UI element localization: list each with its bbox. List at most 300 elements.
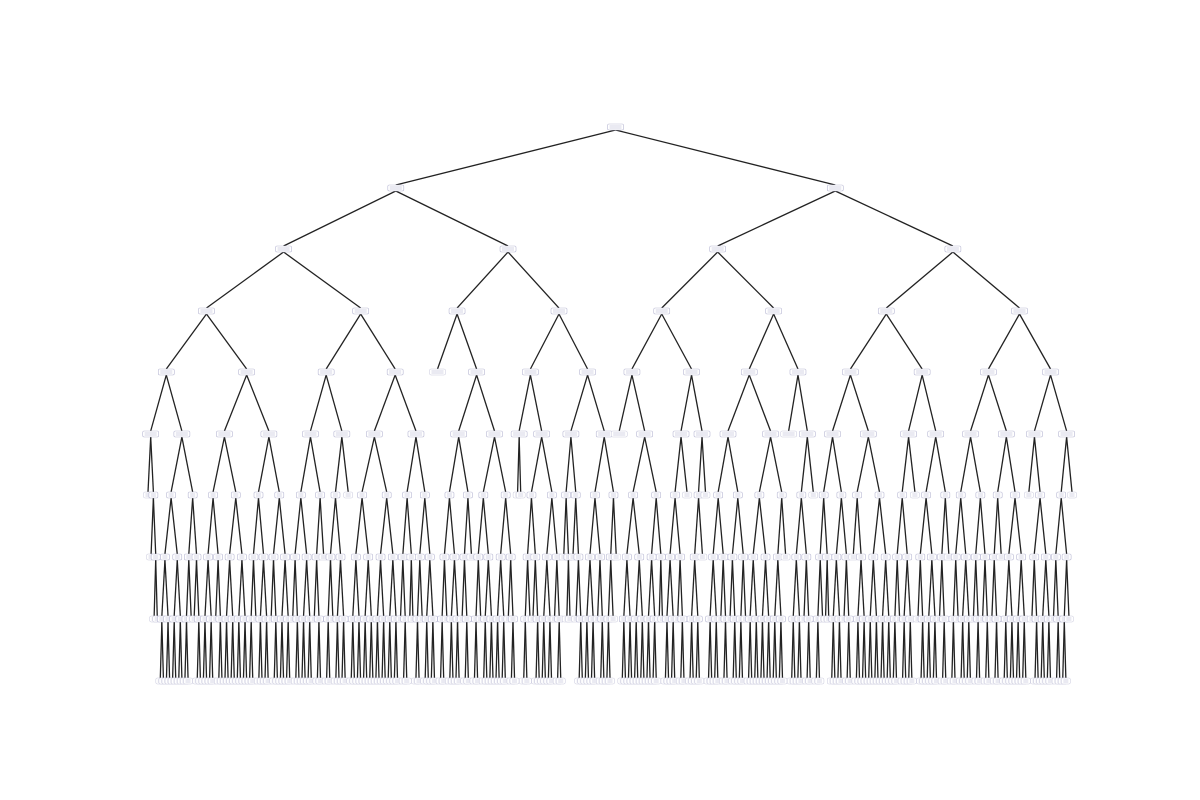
tree-split-node xyxy=(927,554,936,560)
tree-edge xyxy=(501,560,504,616)
tree-split-node xyxy=(398,554,407,560)
tree-edge xyxy=(390,560,393,616)
tree-split-node xyxy=(261,431,277,437)
tree-edge xyxy=(1056,498,1061,554)
tree-edge xyxy=(1043,622,1045,678)
tree-split-node xyxy=(420,492,429,498)
tree-edge xyxy=(374,437,386,492)
tree-edge xyxy=(850,375,868,431)
tree-edge xyxy=(804,560,806,616)
tree-split-node xyxy=(823,554,832,560)
tree-edge xyxy=(728,375,749,431)
tree-edge xyxy=(571,375,588,431)
tree-leaf-node xyxy=(402,678,411,684)
tree-edge xyxy=(344,622,346,678)
tree-edge xyxy=(361,314,396,369)
tree-edge xyxy=(341,560,344,616)
tree-split-node xyxy=(857,554,866,560)
tree-edge xyxy=(627,560,630,616)
tree-leaf-node xyxy=(556,678,565,684)
tree-split-node xyxy=(353,308,369,314)
tree-edge xyxy=(778,560,781,616)
tree-edge xyxy=(353,622,355,678)
tree-edge xyxy=(670,498,675,554)
tree-edge xyxy=(156,560,158,616)
tree-edge xyxy=(544,560,547,616)
tree-edge xyxy=(857,437,868,492)
tree-edge xyxy=(907,560,910,616)
tree-edges xyxy=(148,130,1072,678)
tree-edge xyxy=(681,437,687,492)
tree-split-node xyxy=(647,554,656,560)
tree-edge xyxy=(317,560,319,616)
tree-split-node xyxy=(637,431,653,437)
tree-edge xyxy=(730,560,732,616)
tree-split-node xyxy=(571,492,580,498)
tree-split-node xyxy=(450,554,459,560)
tree-edge xyxy=(547,560,550,616)
tree-split-node xyxy=(694,431,710,437)
tree-edge xyxy=(368,560,371,616)
tree-split-node xyxy=(992,616,1001,622)
tree-edge xyxy=(935,622,937,678)
tree-edge xyxy=(208,560,211,616)
tree-edge xyxy=(824,437,833,492)
tree-split-node xyxy=(998,431,1014,437)
tree-edge xyxy=(174,560,177,616)
tree-leaf-node xyxy=(510,678,519,684)
tree-split-node xyxy=(596,431,612,437)
tree-edge xyxy=(880,498,886,554)
tree-edge xyxy=(652,498,657,554)
tree-edge xyxy=(295,498,301,554)
tree-leaf-node xyxy=(778,678,787,684)
tree-split-node xyxy=(869,554,878,560)
tree-edge xyxy=(616,130,836,185)
tree-edge xyxy=(985,560,987,616)
tree-edge xyxy=(564,498,566,554)
tree-edge xyxy=(279,498,285,554)
tree-split-node xyxy=(728,554,737,560)
tree-edge xyxy=(680,560,682,616)
tree-edge xyxy=(552,498,557,554)
tree-edge xyxy=(1064,560,1066,616)
tree-edge xyxy=(590,560,593,616)
tree-edge xyxy=(920,560,922,616)
tree-edge xyxy=(818,622,820,678)
tree-edge xyxy=(213,437,224,492)
tree-edge xyxy=(1015,498,1021,554)
tree-edge xyxy=(1061,498,1066,554)
tree-edge xyxy=(498,622,500,678)
tree-edge xyxy=(702,437,705,492)
tree-edge xyxy=(182,437,193,492)
tree-edge xyxy=(193,498,197,554)
tree-edge xyxy=(467,622,469,678)
tree-split-node xyxy=(714,492,723,498)
tree-edge xyxy=(459,375,477,431)
tree-edge xyxy=(464,560,466,616)
tree-edge xyxy=(395,375,416,431)
tree-edge xyxy=(639,560,642,616)
tree-edge xyxy=(868,437,879,492)
tree-split-node xyxy=(673,431,689,437)
tree-edge xyxy=(774,314,798,369)
tree-edge xyxy=(427,622,429,678)
tree-split-node xyxy=(364,554,373,560)
tree-edge xyxy=(251,560,253,616)
tree-edge xyxy=(904,560,907,616)
tree-edge xyxy=(405,622,407,678)
tree-edge xyxy=(645,437,657,492)
tree-split-node xyxy=(534,431,550,437)
tree-edge xyxy=(778,498,782,554)
tree-edge xyxy=(759,498,765,554)
tree-edge xyxy=(710,560,713,616)
tree-split-node xyxy=(198,308,214,314)
tree-edge xyxy=(886,252,953,308)
tree-edge xyxy=(304,560,307,616)
tree-split-node xyxy=(1057,492,1066,498)
tree-edge xyxy=(260,622,262,678)
tree-edge xyxy=(1019,314,1050,369)
tree-edge xyxy=(953,560,955,616)
tree-edge xyxy=(285,560,288,616)
tree-edge xyxy=(997,622,999,678)
tree-edge xyxy=(695,560,698,616)
tree-edge xyxy=(165,498,171,554)
tree-edge xyxy=(604,437,613,492)
tree-split-node xyxy=(425,554,434,560)
tree-edge xyxy=(1067,437,1072,492)
tree-split-node xyxy=(875,492,884,498)
tree-edge xyxy=(260,560,263,616)
tree-edge xyxy=(216,560,218,616)
tree-edge xyxy=(206,252,283,308)
tree-edge xyxy=(762,560,765,616)
tree-edge xyxy=(310,375,326,431)
tree-edge xyxy=(836,560,839,616)
tree-edge xyxy=(295,560,297,616)
tree-edge xyxy=(166,375,182,431)
tree-split-node xyxy=(580,369,596,375)
tree-edge xyxy=(384,622,386,678)
tree-edge xyxy=(457,252,508,308)
tree-split-node xyxy=(469,369,485,375)
tree-edge xyxy=(998,498,1001,554)
tree-split-node xyxy=(963,431,979,437)
tree-edge xyxy=(444,498,449,554)
tree-split-node xyxy=(209,492,218,498)
tree-edge xyxy=(897,498,902,554)
tree-split-node xyxy=(276,246,292,252)
tree-edge xyxy=(961,498,966,554)
tree-edge xyxy=(576,498,579,554)
tree-edge xyxy=(282,622,284,678)
tree-split-node xyxy=(1036,492,1045,498)
tree-edge xyxy=(530,375,541,431)
tree-split-node xyxy=(671,492,680,498)
tree-edge xyxy=(1064,622,1066,678)
tree-leaf-node xyxy=(815,678,824,684)
tree-edge xyxy=(870,560,873,616)
tree-split-node xyxy=(339,616,348,622)
tree-edge xyxy=(165,560,168,616)
tree-edge xyxy=(301,498,307,554)
tree-split-node xyxy=(624,369,640,375)
tree-edge xyxy=(718,191,836,246)
tree-leaf-node xyxy=(609,616,618,622)
tree-edge xyxy=(224,437,235,492)
tree-edge xyxy=(732,498,737,554)
tree-split-node xyxy=(451,431,467,437)
tree-edge xyxy=(678,560,680,616)
tree-edge xyxy=(547,498,552,554)
tree-edge xyxy=(478,498,483,554)
tree-edge xyxy=(983,560,985,616)
tree-edge xyxy=(310,622,312,678)
tree-edge xyxy=(836,498,841,554)
tree-edge xyxy=(239,560,242,616)
tree-edge xyxy=(1046,560,1049,616)
tree-edge xyxy=(211,622,213,678)
tree-edge xyxy=(624,622,626,678)
tree-edge xyxy=(853,498,857,554)
tree-leaf-node xyxy=(695,678,704,684)
tree-split-node xyxy=(629,492,638,498)
tree-edge xyxy=(611,498,614,554)
tree-split-node xyxy=(239,369,255,375)
tree-edge xyxy=(769,622,771,678)
tree-edge xyxy=(833,622,835,678)
tree-split-node xyxy=(951,554,960,560)
tree-edge xyxy=(662,314,692,369)
tree-split-node xyxy=(496,554,505,560)
tree-edge xyxy=(371,622,373,678)
tree-split-node xyxy=(407,554,416,560)
tree-edge xyxy=(513,622,515,678)
tree-edge xyxy=(904,622,906,678)
tree-split-node xyxy=(654,308,670,314)
tree-edge xyxy=(809,622,811,678)
tree-edge xyxy=(206,314,246,369)
tree-edge xyxy=(608,560,610,616)
tree-split-node xyxy=(388,185,404,191)
tree-edge xyxy=(177,560,180,616)
tree-edge xyxy=(655,622,657,678)
tree-edge xyxy=(451,560,454,616)
tree-edge xyxy=(741,622,743,678)
tree-edge xyxy=(833,375,851,431)
tree-edge xyxy=(820,498,823,554)
tree-edge xyxy=(1018,560,1021,616)
tree-edge xyxy=(189,560,191,616)
tree-edge xyxy=(227,622,229,678)
tree-edge xyxy=(1029,437,1035,492)
tree-edge xyxy=(555,560,557,616)
tree-split-node xyxy=(508,616,517,622)
tree-split-node xyxy=(755,492,764,498)
tree-edge xyxy=(449,437,458,492)
tree-edge xyxy=(759,437,770,492)
tree-edge xyxy=(506,498,511,554)
tree-split-node xyxy=(622,554,631,560)
tree-edge xyxy=(835,191,953,246)
tree-edge xyxy=(468,498,471,554)
tree-split-node xyxy=(956,492,965,498)
tree-edge xyxy=(519,437,521,492)
tree-edge xyxy=(796,560,799,616)
tree-split-node xyxy=(837,492,846,498)
tree-edge xyxy=(756,622,758,678)
tree-edge xyxy=(858,560,861,616)
tree-edge xyxy=(578,560,580,616)
tree-edge xyxy=(403,498,407,554)
tree-edge xyxy=(282,560,285,616)
tree-edge xyxy=(895,622,897,678)
tree-edge xyxy=(1034,437,1040,492)
tree-edge xyxy=(771,437,782,492)
tree-edge xyxy=(897,560,899,616)
tree-edge xyxy=(667,622,669,678)
tree-edge xyxy=(602,622,604,678)
tree-edge xyxy=(462,560,464,616)
tree-edge xyxy=(766,560,769,616)
tree-edge xyxy=(271,560,273,616)
tree-edge xyxy=(698,622,700,678)
tree-split-node xyxy=(635,554,644,560)
tree-split-node xyxy=(449,308,465,314)
tree-edge xyxy=(652,560,655,616)
tree-split-node xyxy=(462,616,471,622)
tree-edge xyxy=(636,560,639,616)
tree-edge xyxy=(401,560,403,616)
tree-edge xyxy=(902,437,908,492)
tree-split-node xyxy=(881,554,890,560)
tree-edge xyxy=(718,437,728,492)
tree-edge xyxy=(656,498,661,554)
tree-edge xyxy=(451,622,453,678)
tree-split-node xyxy=(314,616,323,622)
tree-leaf-node xyxy=(910,492,919,498)
tree-split-node xyxy=(802,554,811,560)
tree-edge xyxy=(994,560,996,616)
tree-edge xyxy=(732,560,734,616)
tree-edge xyxy=(741,560,743,616)
tree-edge xyxy=(775,622,777,678)
tree-edge xyxy=(910,622,912,678)
tree-edge xyxy=(245,622,247,678)
tree-edge xyxy=(525,622,527,678)
tree-edge xyxy=(728,437,738,492)
tree-split-node xyxy=(188,492,197,498)
tree-edge xyxy=(781,622,783,678)
tree-edge xyxy=(956,560,958,616)
tree-leaf-node xyxy=(1068,492,1077,498)
tree-edge xyxy=(304,622,306,678)
tree-edge xyxy=(483,437,494,492)
tree-split-node xyxy=(388,554,397,560)
tree-edge xyxy=(508,252,559,308)
tree-split-node xyxy=(160,554,169,560)
tree-split-node xyxy=(291,554,300,560)
tree-edge xyxy=(598,560,600,616)
tree-split-node xyxy=(741,369,757,375)
tree-split-node xyxy=(804,616,813,622)
tree-edge xyxy=(980,498,985,554)
tree-edge xyxy=(775,560,778,616)
tree-edge xyxy=(335,498,340,554)
tree-edge xyxy=(833,560,836,616)
tree-edge xyxy=(365,622,367,678)
tree-edge xyxy=(692,622,694,678)
tree-split-node xyxy=(204,554,213,560)
tree-edge xyxy=(889,622,891,678)
tree-leaf-node xyxy=(781,431,797,437)
tree-edge xyxy=(824,498,827,554)
tree-split-node xyxy=(1011,308,1027,314)
tree-split-node xyxy=(1041,554,1050,560)
tree-edge xyxy=(870,622,872,678)
tree-edge xyxy=(535,560,537,616)
tree-split-node xyxy=(652,492,661,498)
tree-edge xyxy=(806,560,808,616)
tree-edge xyxy=(403,560,405,616)
tree-split-node xyxy=(562,492,571,498)
tree-edge xyxy=(801,498,806,554)
tree-split-node xyxy=(326,554,335,560)
tree-edge xyxy=(718,498,723,554)
tree-edge xyxy=(416,437,425,492)
tree-split-node xyxy=(676,554,685,560)
tree-split-node xyxy=(739,554,748,560)
tree-split-node xyxy=(143,431,159,437)
tree-split-node xyxy=(358,492,367,498)
tree-edge xyxy=(673,622,675,678)
tree-edge xyxy=(998,437,1007,492)
tree-split-node xyxy=(351,554,360,560)
tree-edge xyxy=(976,498,981,554)
tree-edge xyxy=(920,498,926,554)
tree-split-node xyxy=(853,492,862,498)
tree-split-node xyxy=(192,554,201,560)
tree-split-node xyxy=(174,431,190,437)
tree-split-node xyxy=(608,124,624,130)
tree-edge xyxy=(337,560,340,616)
tree-edge xyxy=(681,375,691,431)
tree-edge xyxy=(735,622,737,678)
tree-split-node xyxy=(1004,554,1013,560)
tree-edge xyxy=(963,622,965,678)
tree-split-node xyxy=(531,554,540,560)
tree-edge xyxy=(420,560,422,616)
tree-edge xyxy=(926,437,936,492)
tree-edge xyxy=(886,314,922,369)
tree-edge xyxy=(531,498,535,554)
tree-split-node xyxy=(1062,554,1071,560)
tree-leaf-node xyxy=(516,492,525,498)
tree-split-node xyxy=(749,554,758,560)
tree-edge xyxy=(600,560,602,616)
tree-edge xyxy=(956,498,961,554)
tree-edge xyxy=(442,560,444,616)
tree-edge xyxy=(793,622,795,678)
tree-edge xyxy=(1021,560,1024,616)
tree-split-node xyxy=(511,431,527,437)
tree-edge xyxy=(488,560,491,616)
tree-split-node xyxy=(501,492,510,498)
tree-edge xyxy=(942,560,944,616)
